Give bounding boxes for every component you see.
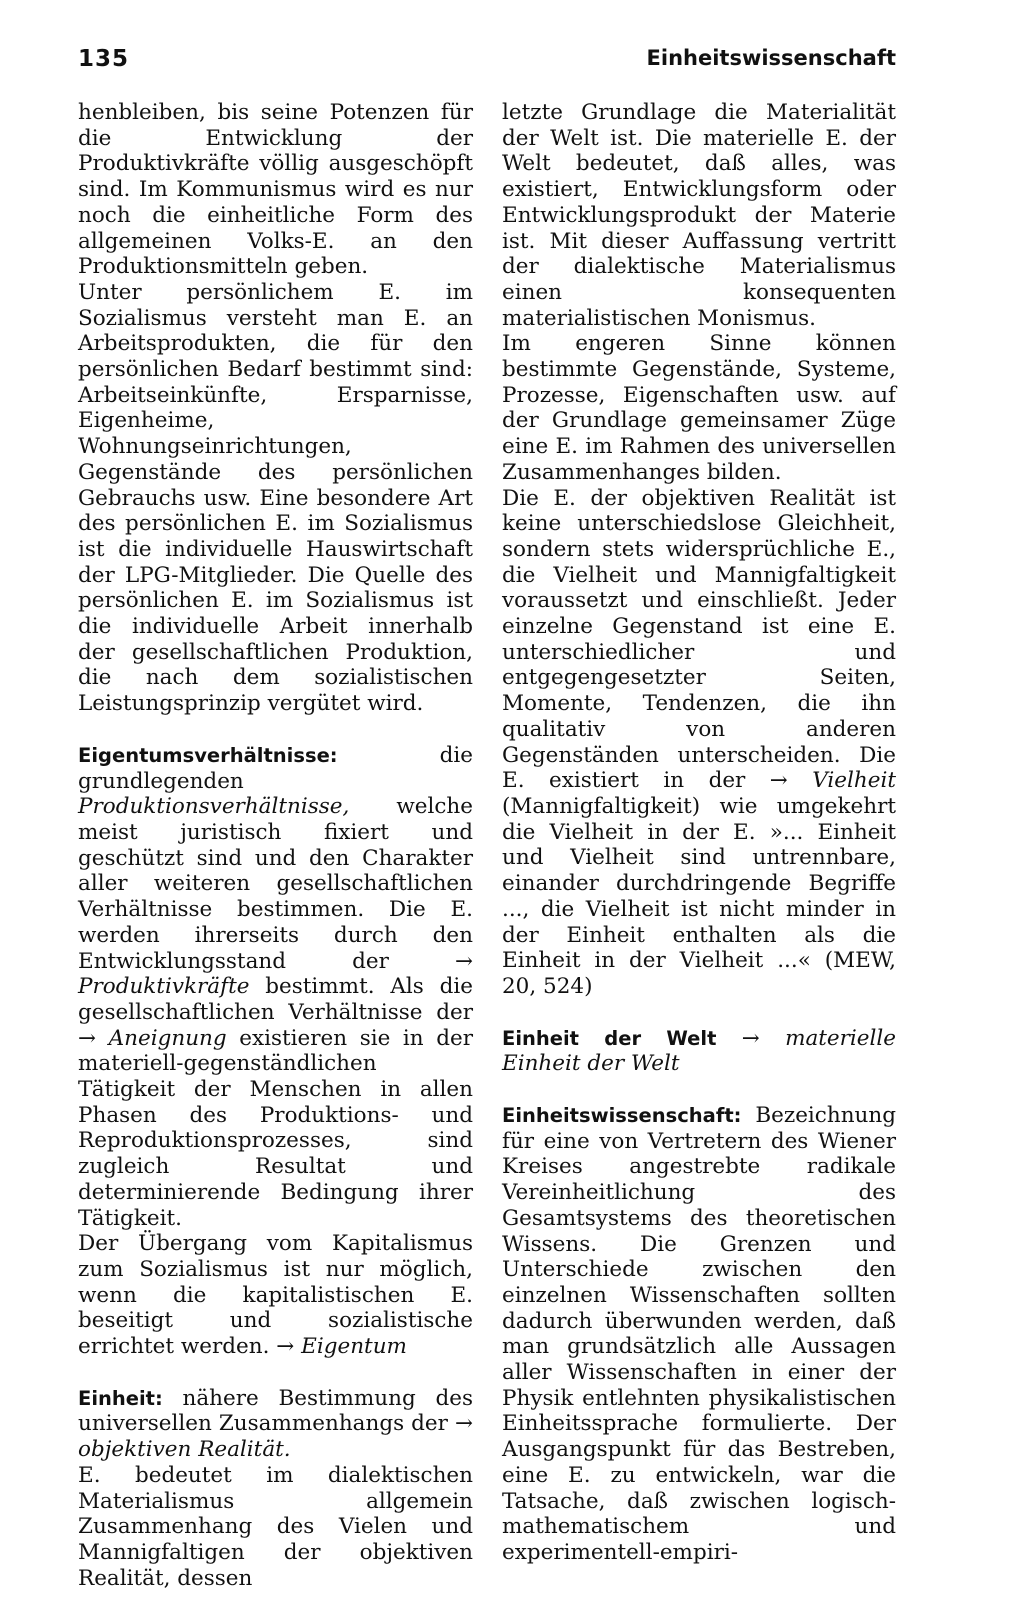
entry-term: Einheit: — [78, 1386, 163, 1410]
cross-reference: Produktionsverhältnisse, — [78, 794, 350, 820]
paragraph: henbleiben, bis seine Potenzen für die Entwicklung der Produktivkräfte völlig ausgeschöpft sind. Im Kommunismus wird es nur noch die einheitliche Form des allgemeinen Volks-E. an den Produktionsmitteln geben. — [78, 100, 473, 280]
entry-einheitswissenschaft: Einheitswissenschaft: Bezeichnung für eine von Vertretern des Wiener Kreises angestrebte radikale Vereinheitlichung des Gesamtsystems des theoretischen Wissens. Die Grenzen und Unterschiede zwischen den einzelnen Wissenschaften sollten dadurch überwunden werden, daß man grundsätzlich alle Aussagen aller Wissenschaften in einer der Physik entlehnten physikalistischen Einheitssprache formulierte. Der Ausgangspunkt für das Bestreben, eine E. zu entwickeln, war die Tatsache, daß zwischen logisch-mathematischem und experimentell-empiri- — [502, 1103, 896, 1565]
page-number: 135 — [78, 46, 130, 72]
entry-einheit: Einheit: nähere Bestimmung des universellen Zusammenhangs der → objektiven Realität. — [78, 1385, 473, 1463]
cross-reference: Eigentum — [294, 1334, 407, 1360]
paragraph: Die E. der objektiven Realität ist keine unterschiedslose Gleichheit, sondern stets widersprüchliche E., die Vielheit und Mannigfaltigkeit voraussetzt und einschließt. Jeder einzelne Gegenstand ist eine E. unterschiedlicher und entgegengesetzter Seiten, Momente, Tendenzen, die ihn qualitativ von anderen Gegenständen unterscheiden. Die E. existiert in der → Vielheit (Mannigfaltigkeit) wie umgekehrt die Vielheit in der E. »... Einheit und Vielheit sind untrennbare, einander durchdringende Begriffe ..., die Vielheit ist nicht minder in der Einheit enthalten als die Einheit in der Vielheit ...« (MEW, 20, 524) — [502, 485, 896, 999]
paragraph: Im engeren Sinne können bestimmte Gegenstände, Systeme, Prozesse, Eigenschaften usw. auf der Grundlage gemeinsamer Züge eine E. im Rahmen des universellen Zusammenhanges bilden. — [502, 331, 896, 485]
cross-reference-arrow-icon: → — [276, 1334, 295, 1360]
cross-reference-arrow-icon: → — [454, 948, 473, 974]
entry-term: Einheitswissenschaft: — [502, 1104, 742, 1128]
entry-term: Eigentumsverhältnisse: — [78, 743, 338, 767]
cross-reference-arrow-icon: → — [716, 1025, 760, 1051]
right-column — [502, 100, 896, 1566]
paragraph: Der Übergang vom Kapitalismus zum Sozialismus ist nur möglich, wenn die kapitalistischen E. beseitigt und sozialistische errichtet werden. → Eigentum — [78, 1231, 473, 1360]
cross-reference: Aneignung — [96, 1025, 227, 1051]
left-column — [78, 100, 473, 1591]
entry-eigentumsverhaeltnisse: Eigentumsverhältnisse: die grundlegenden Produktionsverhältnisse, welche meist juristisch fixiert und geschützt sind und den Charakter aller weiteren gesellschaftlichen Verhältnisse bestimmen. Die E. werden ihrerseits durch den Entwicklungsstand der → Produktivkräfte bestimmt. Als die gesellschaftlichen Verhältnisse der → Aneignung existieren sie in der materiell-gegenständlichen Tätigkeit der Menschen in allen Phasen des Produktions- und Reproduktionsprozesses, sind zugleich Resultat und determinierende Bedingung ihrer Tätigkeit. — [78, 742, 473, 1231]
cross-reference: materielle Einheit der Welt — [502, 1025, 896, 1077]
running-head: Einheitswissenschaft — [646, 46, 896, 70]
cross-reference: Produktivkräfte — [78, 974, 250, 1000]
cross-reference-arrow-icon: → — [454, 1411, 473, 1437]
entry-term: Einheit der Welt — [502, 1026, 717, 1050]
paragraph: E. bedeutet im dialektischen Materialismus allgemein Zusammenhang des Vielen und Mannigfaltigen der objektiven Realität, dessen — [78, 1462, 473, 1591]
cross-reference-arrow-icon: → — [769, 768, 788, 794]
paragraph: Unter persönlichem E. im Sozialismus versteht man E. an Arbeitsprodukten, die für den persönlichen Bedarf bestimmt sind: Arbeitseinkünfte, Ersparnisse, Eigenheime, Wohnungseinrichtungen, Gegenstände des persönlichen Gebrauchs usw. Eine besondere Art des persönlichen E. im Sozialismus ist die individuelle Hauswirtschaft der LPG-Mitglieder. Die Quelle des persönlichen E. im Sozialismus ist die individuelle Arbeit innerhalb der gesellschaftlichen Produktion, die nach dem sozialistischen Leistungsprinzip vergütet wird. — [78, 279, 473, 717]
page-header — [78, 46, 896, 80]
cross-reference-arrow-icon: → — [78, 1025, 97, 1051]
cross-reference: objektiven Realität. — [78, 1437, 291, 1463]
cross-reference: Vielheit — [787, 768, 896, 794]
entry-einheit-der-welt — [502, 1026, 896, 1077]
paragraph: letzte Grundlage die Materialität der Welt ist. Die materielle E. der Welt bedeutet, daß alles, was existiert, Entwicklungsform oder Entwicklungsprodukt der Materie ist. Mit dieser Auffassung vertritt der dialektische Materialismus einen konsequenten materialistischen Monismus. — [502, 100, 896, 331]
